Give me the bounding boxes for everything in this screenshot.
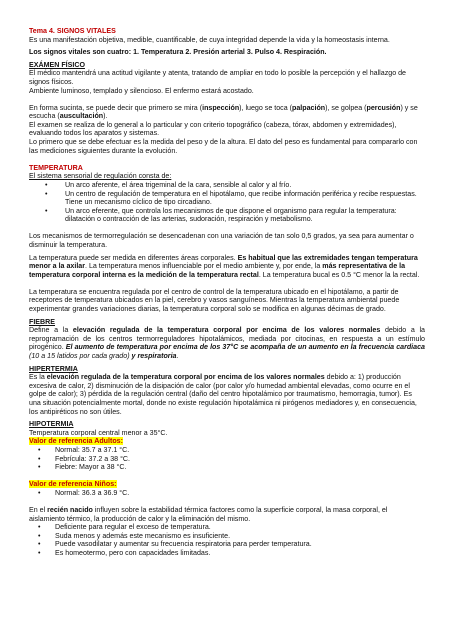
paragraph: Ambiente luminoso, templado y silencioso. El enfermo estará acostado. bbox=[29, 86, 254, 95]
section-title: HIPERTERMIA bbox=[29, 364, 78, 373]
section-title: TEMPERATURA bbox=[29, 163, 83, 172]
paragraph: El médico mantendrá una actitud vigilante y atenta, tratando de ampliar en todo lo posible la percepción y el hallazgo de signos físicos. bbox=[29, 69, 406, 86]
section-title: FIEBRE bbox=[29, 317, 56, 326]
reference-heading: Valor de referencia Adultos: bbox=[29, 437, 123, 446]
bullet-list bbox=[29, 446, 425, 472]
paragraph: La temperatura puede ser medida en diferentes áreas corporales. Es habitual que las extremidades tengan temperatura menor a la axilar. La temperatura menos influenciable por el medio ambiente y, por ende, la más representativa de la temperatura corporal interna es la medición de la temperatura rectal. La temperatura bucal es 0.5 °C menor la la rectal. bbox=[29, 253, 420, 279]
bullet-list bbox=[29, 489, 425, 498]
paragraph: Temperatura corporal central menor a 35°C. bbox=[29, 428, 168, 437]
subheading: El sistema sensorial de regulación consta de: bbox=[29, 172, 172, 181]
list-item: • Suda menos y además este mecanismo es insuficiente. bbox=[55, 532, 425, 541]
paragraph: Es la elevación regulada de la temperatura corporal por encima de los valores normales debido a: 1) producción excesiva de calor, 2) disminución de la disipación de calor (por calor y/o humedad ambiental elevadas, como ocurre en el golpe de calor); 3) pérdida de la regulación central (daño del centro hipotalámico por traumatismo, hemorragia, tumor). Es una situación potencialmente mortal, donde no existe regulación hipotalámica ni pirógenos mediadores y, en consecuencia, los antipiréticos no son útiles. bbox=[29, 373, 417, 416]
bullet-list bbox=[29, 181, 425, 224]
list-item: • Un centro de regulación de temperatura en el hipotálamo, que recibe información periférica y recibe respuestas. Tiene un mecanismo cíclico de tipo circadiano. bbox=[65, 190, 425, 207]
section-title: HIPOTERMIA bbox=[29, 420, 74, 429]
paragraph: Define a la elevación regulada de la temperatura corporal por encima de los valores normales debido a la reprogramación de los centros termorreguladores hipotalámicos, mediada por citocinas, en respuesta a un estímulo pirogénico. El aumento de temperatura por encima de los 37°C se acompaña de un aumento en la frecuencia cardiaca (10 a 15 latidos por cada grado) y respiratoria. bbox=[29, 326, 426, 360]
paragraph: El examen se realiza de lo general a lo particular y con criterio topográfico (cabeza, tórax, abdomen y extremidades), evaluando todos los aparatos y sistemas. bbox=[29, 120, 397, 138]
paragraph: La temperatura se encuentra regulada por el centro de control de la temperatura ubicado en el hipotálamo, a partir de receptores de temperatura ubicados en la piel, cerebro y vasos sanguíneos. Mientras la temperatura ambiental puede experimentar grandes variaciones diarias, la temperatura corporal solo se modifica en algunas décimas de grado. bbox=[29, 287, 400, 314]
paragraph: En el recién nacido influyen sobre la estabilidad térmica factores como la superficie corporal, la masa corporal, el aislamiento térmico, la producción de calor y la eliminación del mismo. bbox=[29, 505, 388, 523]
reference-heading: Valor de referencia Niños: bbox=[29, 480, 117, 489]
list-item: • Un arco aferente, el área trigeminal de la cara, sensible al calor y al frío. bbox=[65, 181, 425, 190]
list-item: • Un arco eferente, que controla los mecanismos de que dispone el organismo para regular la temperatura: dilatación o contracción de las arterias, sudoración, respiración y metabolismo. bbox=[65, 207, 425, 224]
list-item: • Es homeotermo, pero con capacidades limitadas. bbox=[55, 549, 425, 558]
list-item: • Normal: 36.3 a 36.9 °C. bbox=[55, 489, 425, 498]
paragraph: En forma sucinta, se puede decir que primero se mira (inspección), luego se toca (palpación), se golpea (percusión) y se escucha (auscultación). bbox=[29, 103, 418, 121]
list-item: • Fiebre: Mayor a 38 °C. bbox=[55, 463, 425, 472]
section-title: EXÁMEN FÍSICO bbox=[29, 60, 85, 69]
paragraph: Es una manifestación objetiva, medible, cuantificable, de cuya integridad depende la vida y la homeostasis interna. bbox=[29, 35, 390, 44]
list-item: • Deficiente para regular el exceso de temperatura. bbox=[55, 523, 425, 532]
paragraph: Lo primero que se debe efectuar es la medida del peso y de la altura. El dato del peso es fundamental para compararlo con las mediciones siguientes durante la evolución. bbox=[29, 138, 418, 155]
bullet-list bbox=[29, 523, 425, 557]
list-item: • Febrícula: 37.2 a 38 °C. bbox=[55, 455, 425, 464]
paragraph: Los mecanismos de termorregulación se desencadenan con una variación de tan solo 0,5 grados, ya sea para aumentar o disminuir la temperatura. bbox=[29, 232, 414, 249]
list-item: • Normal: 35.7 a 37.1 °C. bbox=[55, 446, 425, 455]
list-item: • Puede vasodilatar y aumentar su frecuencia respiratoria para perder temperatura. bbox=[55, 540, 425, 549]
section-title: Tema 4. SIGNOS VITALES bbox=[29, 27, 116, 35]
paragraph: Los signos vitales son cuatro: 1. Temperatura 2. Presión arterial 3. Pulso 4. Respiración. bbox=[29, 48, 327, 57]
